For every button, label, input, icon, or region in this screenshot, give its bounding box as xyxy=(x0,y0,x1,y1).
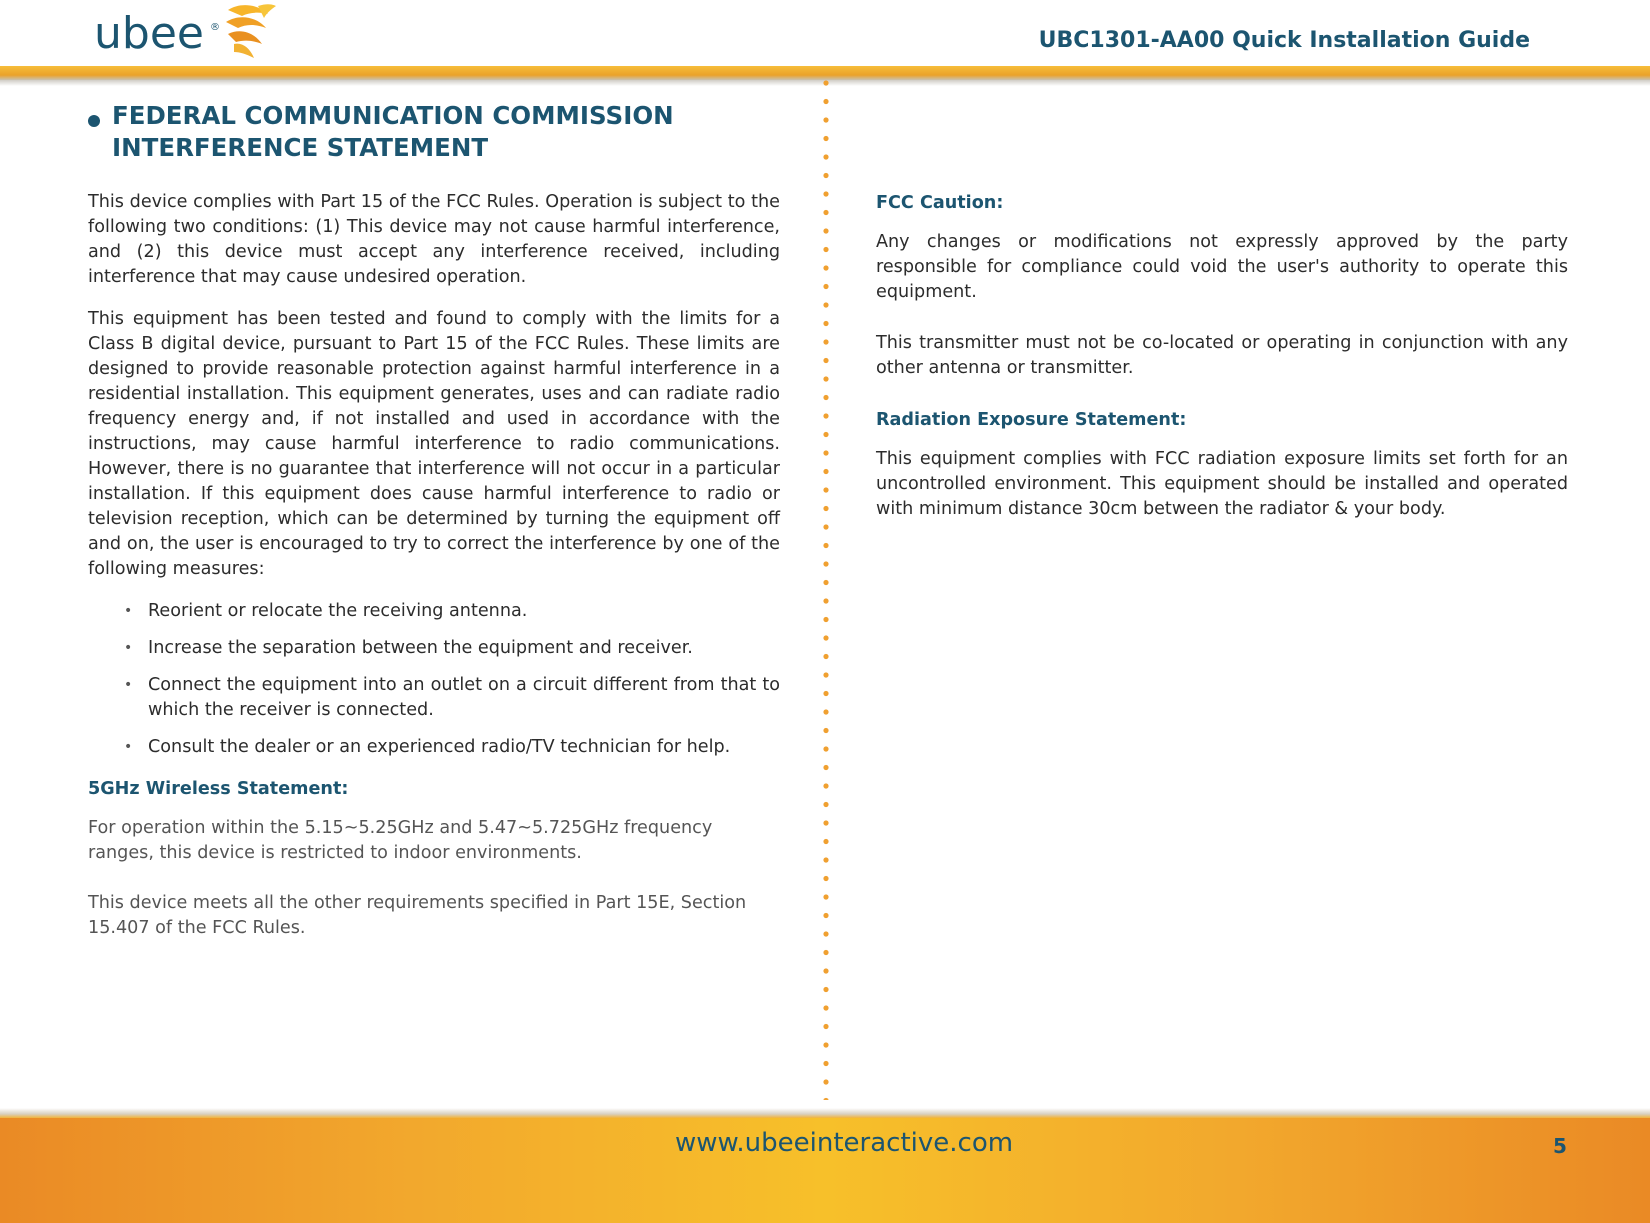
divider-dot xyxy=(823,432,828,437)
divider-dot xyxy=(823,654,828,659)
divider-dot xyxy=(823,117,828,122)
wireless-statement-heading: 5GHz Wireless Statement: xyxy=(88,779,349,799)
divider-dot xyxy=(823,598,828,603)
divider-dot xyxy=(823,210,828,215)
divider-dot xyxy=(823,506,828,511)
divider-dot xyxy=(823,765,828,770)
divider-dot xyxy=(823,950,828,955)
fcc-caution-heading: FCC Caution: xyxy=(876,193,1004,213)
divider-dot xyxy=(823,709,828,714)
divider-dot xyxy=(823,617,828,622)
page-footer xyxy=(0,1108,1650,1223)
divider-dot xyxy=(823,691,828,696)
list-item-text: Consult the dealer or an experienced radio/TV technician for help. xyxy=(148,737,731,757)
bullet-icon: • xyxy=(124,739,133,755)
measures-list xyxy=(88,599,780,760)
divider-dot xyxy=(823,191,828,196)
divider-dot xyxy=(823,395,828,400)
divider-dot xyxy=(823,450,828,455)
website-link[interactable]: www.ubeeinteractive.com xyxy=(675,1128,1014,1158)
bullet-icon: • xyxy=(124,640,133,656)
column-divider xyxy=(822,80,830,1100)
divider-dot xyxy=(823,672,828,677)
divider-dot xyxy=(823,1024,828,1029)
list-item xyxy=(88,599,780,624)
wireless-paragraph-2: This device meets all the other requirements specified in Part 15E, Section 15.407 of the FCC Rules. xyxy=(88,893,747,938)
radiation-exposure-heading: Radiation Exposure Statement: xyxy=(876,410,1187,430)
divider-dot xyxy=(823,894,828,899)
divider-dot xyxy=(823,376,828,381)
divider-dot xyxy=(823,1042,828,1047)
caution-paragraph-1: Any changes or modifications not expressly approved by the party responsible for compliance could void the user's authority to operate this equipment. xyxy=(876,232,1568,302)
left-column xyxy=(88,100,780,966)
header-bar xyxy=(0,66,1650,80)
divider-dot xyxy=(823,580,828,585)
divider-dot xyxy=(823,543,828,548)
bullet-icon: • xyxy=(124,677,133,693)
divider-dot xyxy=(823,136,828,141)
fish-logo-icon xyxy=(218,0,278,64)
bullet-icon: • xyxy=(124,603,133,619)
logo-wordmark: ubee xyxy=(94,8,204,59)
fcc-paragraph-1: This device complies with Part 15 of the FCC Rules. Operation is subject to the following two conditions: (1) This device may not cause harmful interference, and (2) this device must accept any interference received, including interference that may cause undesired operation. xyxy=(88,192,780,287)
heading-line-2: INTERFERENCE STATEMENT xyxy=(112,133,489,162)
divider-dot xyxy=(823,469,828,474)
page-number: 5 xyxy=(1553,1134,1567,1158)
divider-dot xyxy=(823,321,828,326)
divider-dot xyxy=(823,913,828,918)
divider-dot xyxy=(823,820,828,825)
divider-dot xyxy=(823,1079,828,1084)
divider-dot xyxy=(823,265,828,270)
logo-registered-mark: ® xyxy=(210,22,220,33)
divider-dot xyxy=(823,524,828,529)
divider-dot xyxy=(823,247,828,252)
divider-dot xyxy=(823,413,828,418)
wireless-paragraph-1: For operation within the 5.15~5.25GHz and 5.47~5.725GHz frequency ranges, this device is restricted to indoor environments. xyxy=(88,818,713,863)
list-item xyxy=(88,735,780,760)
divider-dot xyxy=(823,561,828,566)
divider-dot xyxy=(823,302,828,307)
divider-dot xyxy=(823,339,828,344)
list-item xyxy=(88,673,780,723)
divider-dot xyxy=(823,173,828,178)
divider-dot xyxy=(823,802,828,807)
footer-top-stripe xyxy=(0,1108,1650,1118)
divider-dot xyxy=(823,99,828,104)
divider-dot xyxy=(823,358,828,363)
right-column xyxy=(876,190,1568,539)
list-item-text: Connect the equipment into an outlet on a circuit different from that to which the receiver is connected. xyxy=(148,675,780,720)
divider-dot xyxy=(823,284,828,289)
divider-dot xyxy=(823,931,828,936)
divider-dot xyxy=(823,968,828,973)
page-header xyxy=(0,0,1650,82)
document-title: UBC1301-AA00 Quick Installation Guide xyxy=(1038,28,1530,53)
divider-dot xyxy=(823,154,828,159)
divider-dot xyxy=(823,1061,828,1066)
divider-dot xyxy=(823,635,828,640)
radiation-paragraph: This equipment complies with FCC radiation exposure limits set forth for an uncontrolled environment. This equipment should be installed and operated with minimum distance 30cm between the radiator & your body. xyxy=(876,449,1568,519)
divider-dot xyxy=(823,746,828,751)
divider-dot xyxy=(823,987,828,992)
divider-dot xyxy=(823,228,828,233)
ubee-logo xyxy=(88,0,278,66)
divider-dot xyxy=(823,728,828,733)
divider-dot xyxy=(823,1005,828,1010)
fcc-interference-heading xyxy=(88,100,780,164)
divider-dot xyxy=(823,1098,828,1100)
divider-dot xyxy=(823,80,828,85)
divider-dot xyxy=(823,487,828,492)
divider-dot xyxy=(823,783,828,788)
divider-dot xyxy=(823,857,828,862)
caution-paragraph-2: This transmitter must not be co-located or operating in conjunction with any other antenna or transmitter. xyxy=(876,333,1568,378)
divider-dot xyxy=(823,876,828,881)
fcc-paragraph-2: This equipment has been tested and found to comply with the limits for a Class B digital device, pursuant to Part 15 of the FCC Rules. These limits are designed to provide reasonable protection against harmful interference in a residential installation. This equipment generates, uses and can radiate radio frequency energy and, if not installed and used in accordance with the instructions, may cause harmful interference to radio communications. However, there is no guarantee that interference will not occur in a particular installation. If this equipment does cause harmful interference to radio or television reception, which can be determined by turning the equipment off and on, the user is encouraged to try to correct the interference by one of the following measures: xyxy=(88,309,780,579)
heading-line-1: FEDERAL COMMUNICATION COMMISSION xyxy=(112,101,674,130)
heading-bullet-icon xyxy=(88,115,100,127)
list-item xyxy=(88,636,780,661)
divider-dot xyxy=(823,839,828,844)
list-item-text: Increase the separation between the equipment and receiver. xyxy=(148,638,693,658)
list-item-text: Reorient or relocate the receiving antenna. xyxy=(148,601,528,621)
